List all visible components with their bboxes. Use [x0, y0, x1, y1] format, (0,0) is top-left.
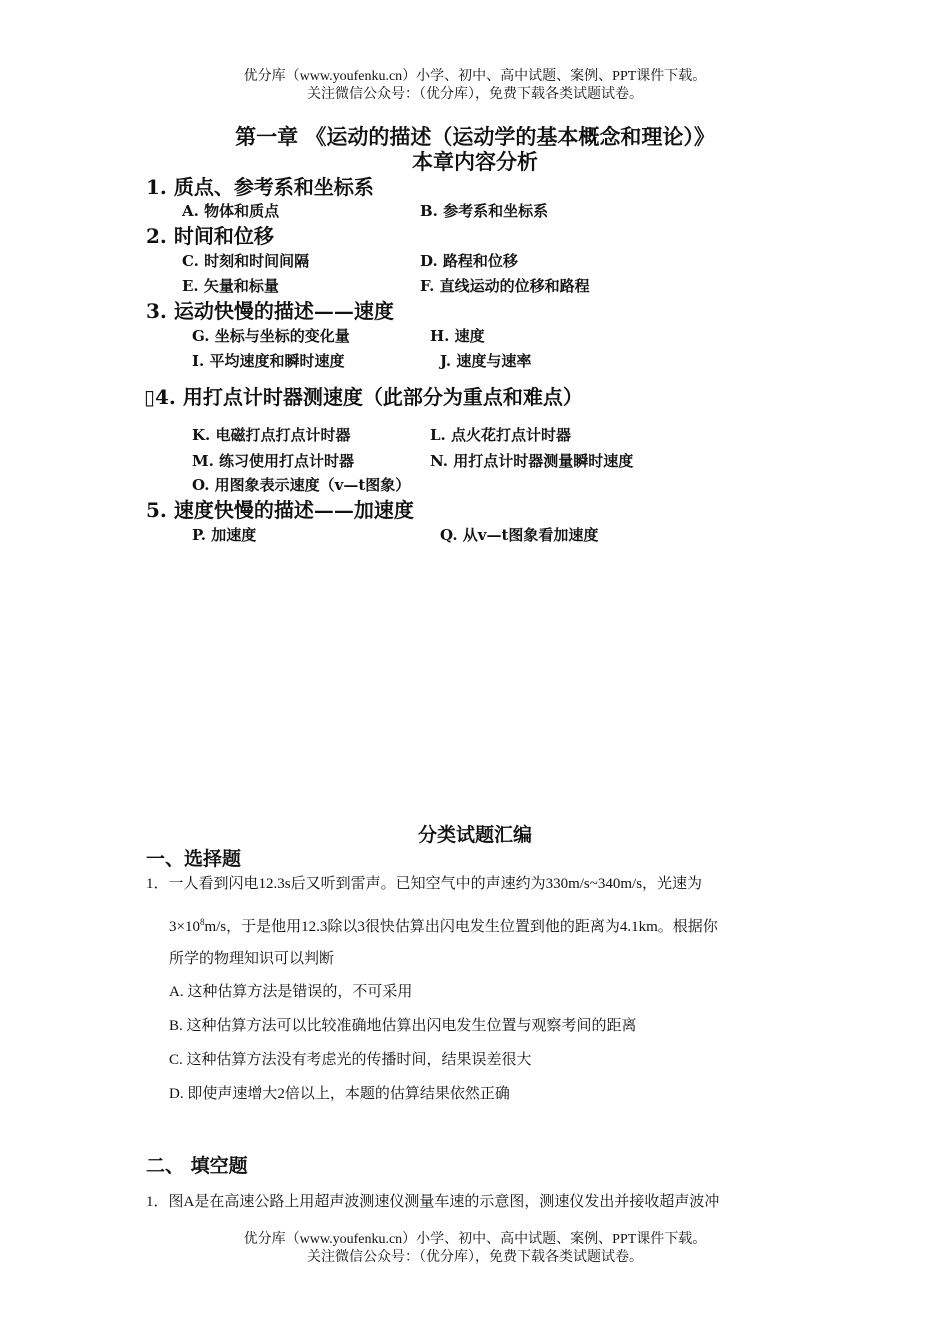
- outline-item-l: L. 点火花打点计时器: [430, 426, 571, 444]
- footer-line-2: 关注微信公众号：（优分库），免费下载各类试题试卷。: [307, 1250, 643, 1265]
- outline-item-f: F. 直线运动的位移和路程: [420, 277, 590, 295]
- outline-item-h: H. 速度: [430, 327, 485, 345]
- q1-option-a: A. 这种估算方法是错误的，不可采用: [169, 984, 413, 1000]
- q1-line-3: 所学的物理知识可以判断: [169, 951, 335, 967]
- q1-option-c: C. 这种估算方法没有考虑光的传播时间，结果误差很大: [169, 1052, 532, 1068]
- q1-option-b: B. 这种估算方法可以比较准确地估算出闪电发生位置与观察考间的距离: [169, 1018, 637, 1034]
- outline-item-c: C. 时刻和时间间隔: [182, 252, 310, 270]
- outline-item-g: G. 坐标与坐标的变化量: [192, 327, 350, 345]
- outline-item-a: A. 物体和质点: [182, 202, 280, 220]
- q1-line-2-rest: m/s，于是他用12.3除以3很快估算出闪电发生位置到他的距离为4.1km。根据你: [204, 919, 718, 935]
- outline-item-m: M. 练习使用打点计时器: [192, 452, 355, 470]
- footer-line-1: 优分库（www.youfenku.cn）小学、初中、高中试题、案例、PPT课件下载。: [243, 1232, 707, 1247]
- chapter-subtitle: 本章内容分析: [412, 149, 538, 174]
- header-line-1: 优分库（www.youfenku.cn）小学、初中、高中试题、案例、PPT课件下载。: [243, 69, 707, 84]
- outline-item-p: P. 加速度: [192, 526, 257, 544]
- section-2-heading: 2. 时间和位移: [146, 224, 274, 248]
- q1-option-d: D. 即使声速增大2倍以上，本题的估算结果依然正确: [169, 1086, 510, 1102]
- section-4-heading: ▯4. 用打点计时器测速度（此部分为重点和难点）: [144, 385, 583, 409]
- outline-item-n: N. 用打点计时器测量瞬时速度: [430, 452, 634, 470]
- fill-blank-section-heading: 二、 填空题: [146, 1155, 248, 1177]
- q1-line-2-prefix: 3×10: [169, 919, 200, 935]
- q2-line-1: 1．图A是在高速公路上用超声波测速仪测量车速的示意图，测速仪发出并接收超声波冲: [146, 1194, 720, 1210]
- compilation-title: 分类试题汇编: [417, 824, 532, 846]
- outline-item-e: E. 矢量和标量: [182, 277, 279, 295]
- choice-section-heading: 一、选择题: [146, 848, 242, 870]
- outline-item-j: J. 速度与速率: [440, 352, 532, 370]
- section-5-heading: 5. 速度快慢的描述——加速度: [146, 498, 414, 522]
- header-line-2: 关注微信公众号：（优分库），免费下载各类试题试卷。: [307, 87, 643, 102]
- section-1-heading: 1. 质点、参考系和坐标系: [146, 175, 374, 199]
- outline-item-q: Q. 从v—t图象看加速度: [440, 526, 599, 544]
- outline-item-d: D. 路程和位移: [420, 252, 518, 270]
- outline-item-b: B. 参考系和坐标系: [420, 202, 549, 220]
- chapter-title: 第一章 《运动的描述（运动学的基本概念和理论）》: [235, 124, 715, 149]
- outline-item-k: K. 电磁打点打点计时器: [192, 426, 351, 444]
- q1-exponent: 8: [199, 917, 205, 927]
- section-3-heading: 3. 运动快慢的描述——速度: [146, 299, 394, 323]
- q1-line-1: 1．一人看到闪电12.3s后又听到雷声。已知空气中的声速约为330m/s~340m/s，光速为: [146, 876, 703, 892]
- outline-item-o: O. 用图象表示速度（v—t图象）: [192, 476, 411, 494]
- q1-line-2: [169, 912, 718, 937]
- outline-item-i: I. 平均速度和瞬时速度: [192, 352, 345, 370]
